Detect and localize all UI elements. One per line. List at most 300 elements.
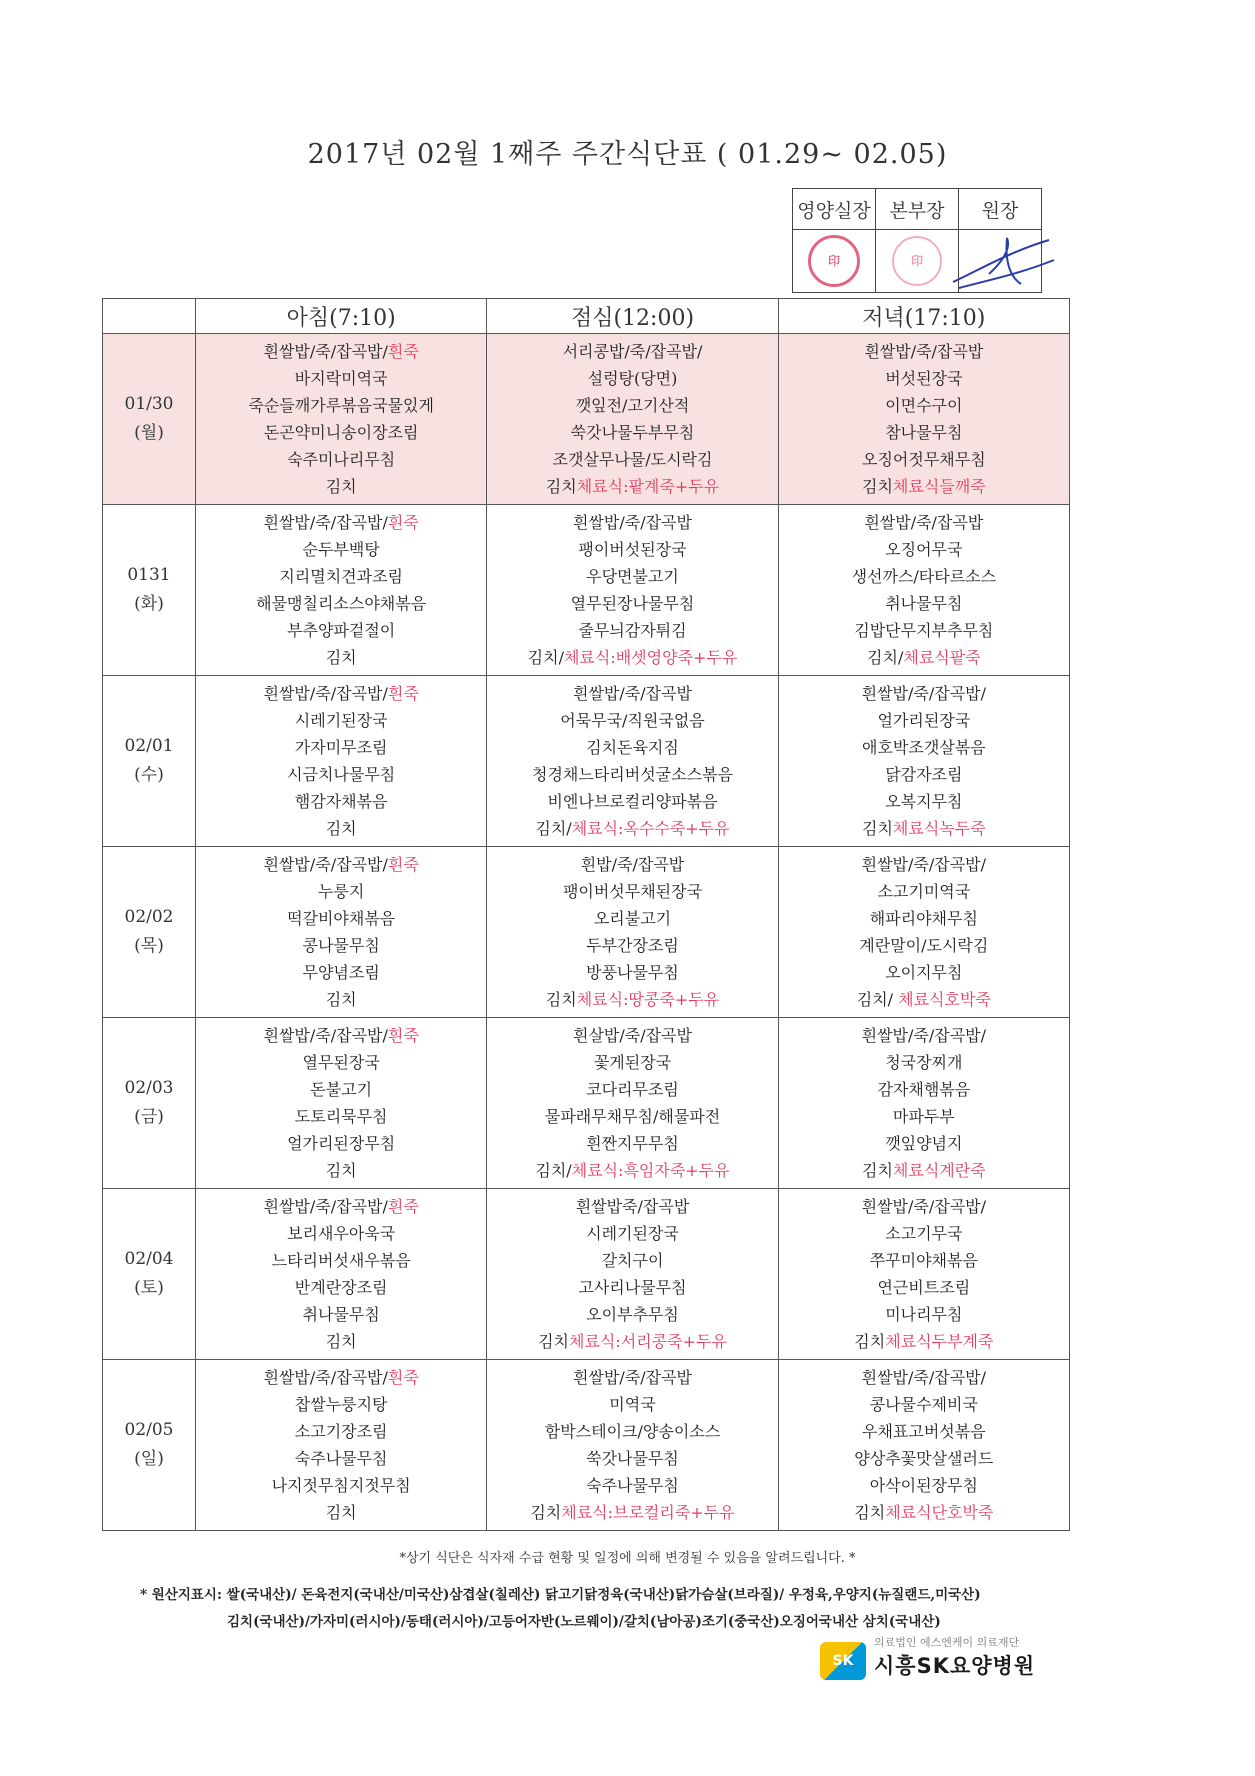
menu-item — [779, 1076, 1069, 1103]
menu-item-text: 쑥갓나물무침 — [586, 1449, 679, 1468]
menu-item-text: 흰쌀밥/죽/잡곡밥/ — [263, 855, 388, 874]
special-diet-note: 체료식:땅콩죽+두유 — [576, 990, 720, 1009]
menu-item — [196, 509, 486, 536]
menu-item-text: 얼가리된장국 — [877, 711, 971, 730]
menu-item-text: 해파리야채무침 — [869, 909, 978, 928]
breakfast-cell — [196, 334, 487, 505]
special-diet-note: 체료식녹두죽 — [892, 819, 986, 838]
signature-cell — [959, 230, 1042, 293]
menu-item — [779, 617, 1069, 644]
menu-item-text: 김치 — [538, 1332, 569, 1351]
menu-item-text: 생선까스/타타르소스 — [851, 567, 997, 586]
menu-item — [487, 1328, 777, 1355]
menu-item — [196, 365, 486, 392]
special-diet-note: 체료식:서리콩죽+두유 — [569, 1332, 727, 1351]
menu-item-text: 취나물무침 — [302, 1305, 380, 1324]
menu-item — [196, 878, 486, 905]
menu-item-text: 아삭이된장무침 — [869, 1476, 978, 1495]
approval-header-director: 본부장 — [876, 189, 959, 230]
menu-item — [196, 617, 486, 644]
menu-item — [196, 419, 486, 446]
menu-item-text: 청경채느타리버섯굴소스볶음 — [532, 765, 733, 784]
menu-item — [196, 680, 486, 707]
menu-item-text: 계란말이/도시락김 — [859, 936, 989, 955]
sk-logo-icon: SK — [820, 1642, 866, 1680]
menu-item-text: 해물맹칠리소스야채볶음 — [256, 594, 427, 613]
menu-item — [196, 473, 486, 500]
menu-item-text: 방풍나물무침 — [586, 963, 679, 982]
header-dinner: 저녁(17:10) — [778, 299, 1069, 334]
lunch-cell — [487, 1189, 778, 1360]
menu-item-text: 꽃게된장국 — [593, 1053, 672, 1072]
menu-item-text: 우당면불고기 — [586, 567, 679, 586]
special-diet-note: 흰죽 — [387, 1197, 419, 1216]
day-weekday: (월) — [134, 423, 164, 443]
special-diet-note: 흰죽 — [387, 1026, 419, 1045]
menu-item — [779, 1418, 1069, 1445]
menu-item — [779, 761, 1069, 788]
menu-item-text: 흰쌀밥/죽/잡곡밥/ — [861, 1368, 987, 1387]
menu-item-text: 미역국 — [609, 1395, 656, 1414]
menu-row — [103, 1189, 1070, 1360]
menu-item-text: 오이부추무침 — [586, 1305, 679, 1324]
dinner-cell — [778, 847, 1069, 1018]
menu-item — [779, 1391, 1069, 1418]
menu-item — [196, 1103, 486, 1130]
day-cell — [103, 676, 196, 847]
approval-header-president: 원장 — [959, 189, 1042, 230]
menu-item — [779, 1022, 1069, 1049]
menu-item — [196, 1130, 486, 1157]
menu-item-text: 물파래무채무침/해물파전 — [544, 1107, 721, 1126]
menu-item-text: 김치/ — [535, 1161, 572, 1180]
menu-item — [487, 1418, 777, 1445]
seal-stamp-icon: 印 — [892, 236, 942, 286]
special-diet-note: 체료식계란죽 — [892, 1161, 986, 1180]
menu-item-text: 숙주나물무침 — [586, 1476, 679, 1495]
menu-item — [196, 1328, 486, 1355]
menu-item — [196, 707, 486, 734]
menu-item-text: 흰쌀밥/죽/잡곡밥/ — [861, 855, 987, 874]
menu-item-text: 닭감자조림 — [885, 765, 963, 784]
menu-item — [487, 1076, 777, 1103]
day-weekday: (목) — [134, 936, 164, 956]
menu-item-text: 미나리무침 — [885, 1305, 963, 1324]
special-diet-note: 흰죽 — [387, 342, 419, 361]
menu-item-text: 청국장찌개 — [885, 1053, 963, 1072]
day-cell — [103, 1189, 196, 1360]
menu-item-text: 얼가리된장무침 — [287, 1134, 396, 1153]
menu-item-text: 김치 — [861, 477, 893, 496]
day-date: 02/05 — [124, 1420, 174, 1440]
menu-item-text: 흰쌀밥/죽/잡곡밥/ — [263, 684, 388, 703]
special-diet-note: 체료식단호박죽 — [885, 1503, 994, 1522]
day-date: 02/01 — [124, 736, 174, 756]
menu-item — [487, 986, 777, 1013]
day-date: 02/03 — [124, 1078, 174, 1098]
menu-item — [779, 905, 1069, 932]
breakfast-cell — [196, 847, 487, 1018]
menu-item-text: 보리새우아욱국 — [287, 1224, 396, 1243]
day-cell — [103, 1018, 196, 1189]
menu-item — [779, 1247, 1069, 1274]
lunch-cell — [487, 1360, 778, 1531]
menu-item-text: 흰쌀밥/죽/잡곡밥/ — [861, 1026, 987, 1045]
menu-item-text: 흰쌀밥/죽/잡곡밥/ — [263, 513, 388, 532]
menu-item — [779, 446, 1069, 473]
menu-item — [487, 1301, 777, 1328]
menu-item — [487, 788, 777, 815]
menu-item — [487, 1472, 777, 1499]
menu-item-text: 바지락미역국 — [294, 369, 388, 388]
menu-item — [196, 932, 486, 959]
menu-item — [487, 851, 777, 878]
menu-item-text: 김치 — [325, 1332, 357, 1351]
menu-item-text: 마파두부 — [892, 1107, 955, 1126]
menu-item — [487, 536, 777, 563]
menu-item — [779, 1301, 1069, 1328]
menu-item-text: 흰쌀밥/죽/잡곡밥 — [573, 684, 692, 703]
menu-item-text: 오복지무침 — [885, 792, 963, 811]
menu-item — [487, 419, 777, 446]
origin-line-2: 김치(국내산)/가자미(러시아)/동태(러시아)/고등어자반(노르웨이)/갈치(남아공)조기(중국산)오징어국내산 삼치(국내산) — [227, 1614, 941, 1630]
menu-item-text: 쑥갓나물두부무침 — [570, 423, 695, 442]
menu-item-text: 김치/ — [527, 648, 564, 667]
special-diet-note: 체료식:팥계죽+두유 — [576, 477, 720, 496]
menu-item-text: 쭈꾸미야채볶음 — [869, 1251, 978, 1270]
special-diet-note: 흰죽 — [387, 855, 419, 874]
special-diet-note: 체료식팥죽 — [903, 648, 981, 667]
menu-item — [779, 590, 1069, 617]
menu-item-text: 김치 — [325, 477, 357, 496]
menu-item — [196, 1022, 486, 1049]
menu-item — [487, 473, 777, 500]
menu-item — [779, 1472, 1069, 1499]
day-weekday: (수) — [134, 765, 164, 785]
origin-line-1: * 원산지표시: 쌀(국내산)/ 돈육전지(국내산/미국산)삼겹살(칠레산) 닭고기닭정육(국내산)닭가슴살(브라질)/ 우정육,우양지(뉴질랜드,미국산) — [140, 1587, 981, 1603]
menu-item-text: 흰쌀밥/죽/잡곡밥/ — [263, 342, 388, 361]
menu-item — [487, 1130, 777, 1157]
page-title: 2017년 02월 1째주 주간식단표 ( 01.29~ 02.05) — [307, 139, 948, 170]
menu-item-text: 김치/ — [535, 819, 572, 838]
menu-item — [779, 473, 1069, 500]
menu-item — [779, 734, 1069, 761]
lunch-cell — [487, 1018, 778, 1189]
menu-item — [779, 932, 1069, 959]
menu-item — [779, 878, 1069, 905]
menu-item-text: 열무된장국 — [302, 1053, 380, 1072]
menu-item-text: 가자미무조림 — [294, 738, 388, 757]
breakfast-cell — [196, 1018, 487, 1189]
menu-item-text: 양상추꽃맛살샐러드 — [854, 1449, 994, 1468]
menu-item-text: 김치 — [545, 477, 577, 496]
menu-item — [196, 788, 486, 815]
lunch-cell — [487, 505, 778, 676]
menu-item — [487, 959, 777, 986]
day-weekday: (일) — [134, 1449, 164, 1469]
hospital-subtitle: 의료법인 에스엔케이 의료재단 — [874, 1636, 1020, 1649]
menu-item — [487, 1445, 777, 1472]
menu-item — [196, 536, 486, 563]
special-diet-note: 체료식:배셋영양죽+두유 — [563, 648, 738, 667]
menu-item-text: 참나물무침 — [885, 423, 963, 442]
menu-item — [779, 1499, 1069, 1526]
menu-item — [779, 1220, 1069, 1247]
day-cell — [103, 334, 196, 505]
menu-item — [196, 905, 486, 932]
dinner-cell — [778, 1018, 1069, 1189]
menu-item — [487, 1049, 777, 1076]
menu-item-text: 연근비트조림 — [877, 1278, 971, 1297]
menu-item — [487, 563, 777, 590]
menu-item-text: 팽이버섯무채된장국 — [562, 882, 703, 901]
menu-item-text: 코다리무조림 — [586, 1080, 679, 1099]
menu-row — [103, 505, 1070, 676]
menu-item-text: 고사리나물무침 — [578, 1278, 687, 1297]
special-diet-note: 체료식:흑임자죽+두유 — [571, 1161, 730, 1180]
menu-item-text: 흰짠지무무침 — [586, 1134, 679, 1153]
menu-item-text: 돈곤약미니송이장조림 — [263, 423, 419, 442]
menu-item — [779, 563, 1069, 590]
menu-item-text: 김치/ — [856, 990, 899, 1009]
menu-item — [196, 1391, 486, 1418]
menu-item-text: 김치 — [861, 819, 893, 838]
menu-item — [487, 707, 777, 734]
menu-item — [779, 419, 1069, 446]
menu-item-text: 팽이버섯된장국 — [578, 540, 687, 559]
menu-item — [487, 1103, 777, 1130]
day-weekday: (화) — [134, 594, 164, 614]
menu-item-text: 서리콩밥/죽/잡곡밥/ — [562, 342, 703, 361]
menu-item — [487, 905, 777, 932]
breakfast-cell — [196, 1360, 487, 1531]
menu-item — [196, 1049, 486, 1076]
signature-icon — [949, 230, 1059, 294]
menu-item — [779, 1049, 1069, 1076]
day-date: 0131 — [127, 565, 171, 585]
menu-item-text: 김치 — [545, 990, 577, 1009]
menu-item-text: 오징어젓무채무침 — [862, 450, 986, 469]
menu-item-text: 부추양파겉절이 — [287, 621, 396, 640]
seal-cell-1 — [793, 230, 876, 293]
menu-item — [779, 338, 1069, 365]
menu-item-text: 열무된장나물무침 — [570, 594, 695, 613]
menu-item — [196, 1364, 486, 1391]
menu-item — [196, 1274, 486, 1301]
menu-item-text: 시금치나물무침 — [287, 765, 396, 784]
day-cell — [103, 1360, 196, 1531]
menu-item-text: 조갯살무나물/도시락김 — [552, 450, 713, 469]
menu-item — [779, 1193, 1069, 1220]
menu-item-text: 버섯된장국 — [885, 369, 963, 388]
menu-item — [196, 563, 486, 590]
menu-row — [103, 676, 1070, 847]
menu-item-text: 비엔나브로컬리양파볶음 — [547, 792, 718, 811]
menu-item-text: 흰쌀밥/죽/잡곡밥 — [864, 513, 984, 532]
menu-item-text: 흰쌀밥/죽/잡곡밥/ — [263, 1368, 388, 1387]
menu-item-text: 누룽지 — [317, 882, 365, 901]
menu-item — [779, 788, 1069, 815]
menu-item-text: 흰쌀밥/죽/잡곡밥/ — [263, 1026, 388, 1045]
menu-item — [487, 617, 777, 644]
menu-item-text: 줄무늬감자튀김 — [578, 621, 687, 640]
menu-item-text: 시레기된장국 — [294, 711, 388, 730]
menu-item — [196, 338, 486, 365]
special-diet-note: 흰죽 — [387, 684, 419, 703]
day-date: 02/04 — [124, 1249, 174, 1269]
menu-item — [487, 446, 777, 473]
menu-item — [196, 1220, 486, 1247]
menu-item-text: 김치 — [325, 1161, 357, 1180]
menu-item — [779, 815, 1069, 842]
breakfast-cell — [196, 505, 487, 676]
menu-item — [487, 644, 777, 671]
dinner-cell — [778, 676, 1069, 847]
approval-box — [792, 188, 1042, 293]
menu-item — [487, 1193, 777, 1220]
day-cell — [103, 505, 196, 676]
menu-item — [196, 815, 486, 842]
menu-item-text: 오징어무국 — [885, 540, 963, 559]
seal-cell-2 — [876, 230, 959, 293]
special-diet-note: 체료식두부계죽 — [885, 1332, 994, 1351]
menu-item — [196, 644, 486, 671]
menu-item — [196, 446, 486, 473]
menu-item-text: 떡갈비야채볶음 — [287, 909, 396, 928]
breakfast-cell — [196, 1189, 487, 1360]
menu-item — [487, 1157, 777, 1184]
menu-item — [779, 851, 1069, 878]
menu-item — [196, 959, 486, 986]
menu-item — [196, 1499, 486, 1526]
menu-item-text: 김밥단무지부추무침 — [854, 621, 994, 640]
menu-item-text: 나지젓무침지젓무침 — [271, 1476, 411, 1495]
menu-item — [196, 590, 486, 617]
special-diet-note: 흰죽 — [387, 513, 419, 532]
day-weekday: (토) — [134, 1278, 164, 1298]
menu-item — [196, 1076, 486, 1103]
menu-item — [779, 1157, 1069, 1184]
menu-item — [196, 1157, 486, 1184]
menu-item-text: 이면수구이 — [885, 396, 963, 415]
menu-item-text: 소고기장조림 — [294, 1422, 388, 1441]
menu-item-text: 두부간장조림 — [586, 936, 679, 955]
menu-item — [779, 1328, 1069, 1355]
special-diet-note: 체료식:브로컬리죽+두유 — [561, 1503, 735, 1522]
menu-item — [196, 392, 486, 419]
menu-item — [196, 734, 486, 761]
dinner-cell — [778, 1189, 1069, 1360]
menu-row — [103, 1360, 1070, 1531]
menu-item — [779, 365, 1069, 392]
menu-item-text: 햄감자채볶음 — [294, 792, 388, 811]
weekly-menu-table — [102, 298, 1070, 1531]
special-diet-note: 체료식호박죽 — [898, 990, 991, 1009]
menu-item — [487, 1274, 777, 1301]
special-diet-note: 흰죽 — [387, 1368, 419, 1387]
day-cell — [103, 847, 196, 1018]
corner-cell — [103, 299, 196, 334]
dinner-cell — [778, 505, 1069, 676]
menu-item-text: 깻잎양념지 — [885, 1134, 963, 1153]
menu-item-text: 김치 — [854, 1503, 886, 1522]
menu-item-text: 순두부백탕 — [302, 540, 380, 559]
menu-item-text: 흰쌀밥/죽/잡곡밥 — [864, 342, 984, 361]
menu-item-text: 도토리묵무침 — [294, 1107, 388, 1126]
menu-item-text: 콩나물수제비국 — [869, 1395, 978, 1414]
menu-item-text: 김치 — [861, 1161, 893, 1180]
menu-item-text: 소고기무국 — [885, 1224, 963, 1243]
menu-item — [779, 644, 1069, 671]
menu-item — [487, 680, 777, 707]
menu-item-text: 숙주나물무침 — [294, 1449, 388, 1468]
menu-item — [779, 536, 1069, 563]
menu-item-text: 죽순들깨가루볶음국물있게 — [248, 396, 434, 415]
origin-labeling — [140, 1582, 1130, 1636]
day-date: 01/30 — [124, 394, 174, 414]
menu-item — [196, 761, 486, 788]
menu-item — [196, 851, 486, 878]
menu-item — [487, 1022, 777, 1049]
menu-item-text: 흰쌀밥/죽/잡곡밥/ — [861, 684, 987, 703]
menu-item-text: 시레기된장국 — [586, 1224, 679, 1243]
menu-item-text: 오리불고기 — [593, 909, 672, 928]
dinner-cell — [778, 1360, 1069, 1531]
menu-item — [487, 1499, 777, 1526]
menu-item — [487, 338, 777, 365]
menu-item — [779, 959, 1069, 986]
menu-item — [487, 1364, 777, 1391]
menu-item-text: 김치/ — [867, 648, 904, 667]
menu-item — [779, 392, 1069, 419]
menu-item-text: 김치 — [325, 990, 357, 1009]
header-lunch: 점심(12:00) — [487, 299, 778, 334]
menu-item-text: 애호박조갯살볶음 — [862, 738, 986, 757]
menu-item — [196, 1472, 486, 1499]
hospital-name: 시흥SK요양병원 — [874, 1654, 1036, 1678]
menu-item-text: 돈불고기 — [310, 1080, 373, 1099]
menu-item-text: 반계란장조림 — [294, 1278, 388, 1297]
menu-item — [487, 761, 777, 788]
breakfast-cell — [196, 676, 487, 847]
menu-item-text: 김치 — [854, 1332, 886, 1351]
menu-item — [779, 1364, 1069, 1391]
menu-item — [779, 1130, 1069, 1157]
seal-stamp-icon: 印 — [808, 235, 860, 287]
menu-item — [487, 1391, 777, 1418]
menu-item — [779, 1445, 1069, 1472]
menu-item-text: 오이지무침 — [885, 963, 963, 982]
day-date: 02/02 — [124, 907, 174, 927]
menu-item-text: 김치 — [325, 1503, 357, 1522]
menu-item-text: 김치 — [325, 819, 357, 838]
menu-item — [487, 734, 777, 761]
menu-item — [487, 365, 777, 392]
menu-item — [487, 878, 777, 905]
menu-item-text: 깻잎전/고기산적 — [575, 396, 690, 415]
menu-item — [779, 680, 1069, 707]
menu-item-text: 흰쌀밥/죽/잡곡밥/ — [861, 1197, 987, 1216]
menu-item-text: 감자채햄볶음 — [877, 1080, 971, 1099]
menu-item — [487, 815, 777, 842]
dinner-cell — [778, 334, 1069, 505]
menu-item-text: 함박스테이크/양송이소스 — [544, 1422, 721, 1441]
menu-item-text: 지리멸치견과조림 — [279, 567, 403, 586]
menu-item — [779, 1103, 1069, 1130]
menu-item — [779, 509, 1069, 536]
menu-item-text: 김치 — [530, 1503, 562, 1522]
menu-item-text: 김치 — [325, 648, 357, 667]
